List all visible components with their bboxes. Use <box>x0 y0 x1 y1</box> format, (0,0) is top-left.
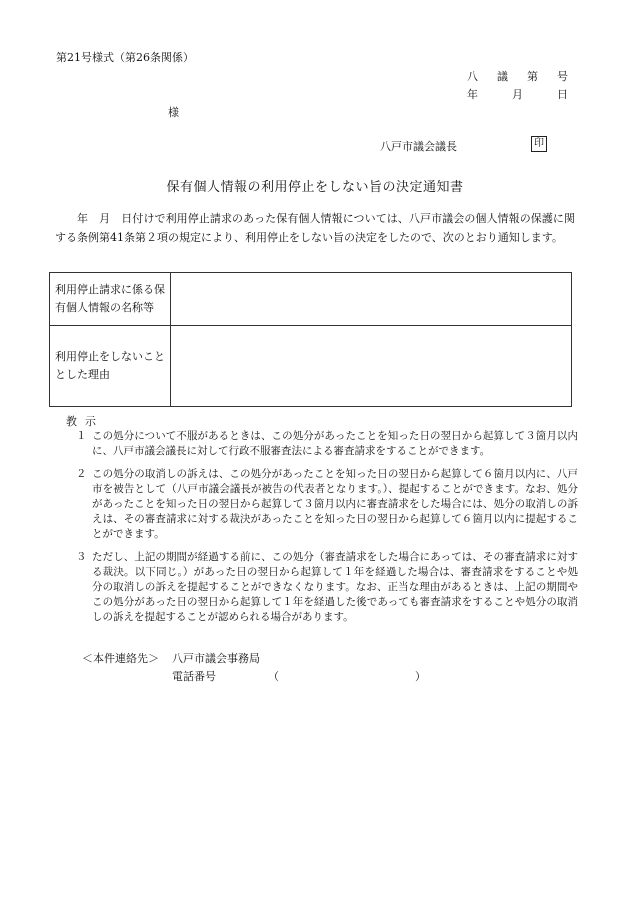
notice-item-number: ３ <box>76 551 87 563</box>
row-label-reason: 利用停止をしないこととした理由 <box>50 326 171 407</box>
notice-item <box>62 550 578 625</box>
addressee: 様 <box>168 106 179 119</box>
notice-item-text: この処分について不服があるときは、この処分があったことを知った日の翌日から起算して３箇月以内に、八戸市議会議長に対して行政不服審査法による審査請求をすることができます。 <box>92 430 578 457</box>
notice-heading: 教示 <box>66 415 104 428</box>
info-table <box>49 272 572 407</box>
notice-item-text: ただし、上記の期間が経過する前に、この処分（審査請求をした場合にあっては、その審査請求に対する裁決。以下同じ。）があった日の翌日から起算して１年を経過した場合は、審査請求をすることや処分の取消しの訴えを提起することができなくなります。なお、正当な理由があるときは、上記の期間やこの処分があった日の翌日から起算して１年を経過した後であっても審査請求をすることや処分の取消しの訴えを提起することが認められる場合があります。 <box>92 551 578 623</box>
contact-office: 八戸市議会事務局 <box>172 652 260 665</box>
table-row <box>50 273 572 326</box>
reference-number: 八 議 第 号 <box>467 70 572 83</box>
seal-stamp: 印 <box>531 136 547 152</box>
document-title: 保有個人情報の利用停止をしない旨の決定通知書 <box>166 180 464 195</box>
notice-item-number: １ <box>76 430 87 442</box>
sender-name: 八戸市議会議長 <box>380 140 457 153</box>
document-date: 年 月 日 <box>467 88 572 101</box>
notice-list <box>62 429 578 633</box>
row-label-info-name: 利用停止請求に係る保有個人情報の名称等 <box>50 273 171 326</box>
body-paragraph: 年 月 日付けで利用停止請求のあった保有個人情報については、八戸市議会の個人情報の保護に関する条例第41条第２項の規定により、利用停止をしない旨の決定をしたので、次のとおり通知します。 <box>55 212 575 244</box>
notice-item-text: この処分の取消しの訴えは、この処分があったことを知った日の翌日から起算して６箇月以内に、八戸市を被告として（八戸市議会議長が被告の代表者となります。）、提起することができます。なお、処分があったことを知った日の翌日から起算して３箇月以内に審査請求をした場合には、処分の取消しの訴えは、その審査請求に対する裁決があったことを知った日の翌日から起算して６箇月以内に提起することができます。 <box>92 468 578 540</box>
contact-label: ＜本件連絡先＞ <box>82 652 159 665</box>
phone-number-field: （ ） <box>268 670 464 683</box>
table-row <box>50 326 572 407</box>
form-number: 第21号様式（第26条関係） <box>56 51 194 64</box>
notice-item <box>62 467 578 542</box>
row-value-info-name <box>171 273 572 326</box>
notice-item <box>62 429 578 459</box>
row-value-reason <box>171 326 572 407</box>
notice-item-number: ２ <box>76 468 87 480</box>
phone-label: 電話番号 <box>172 670 216 683</box>
